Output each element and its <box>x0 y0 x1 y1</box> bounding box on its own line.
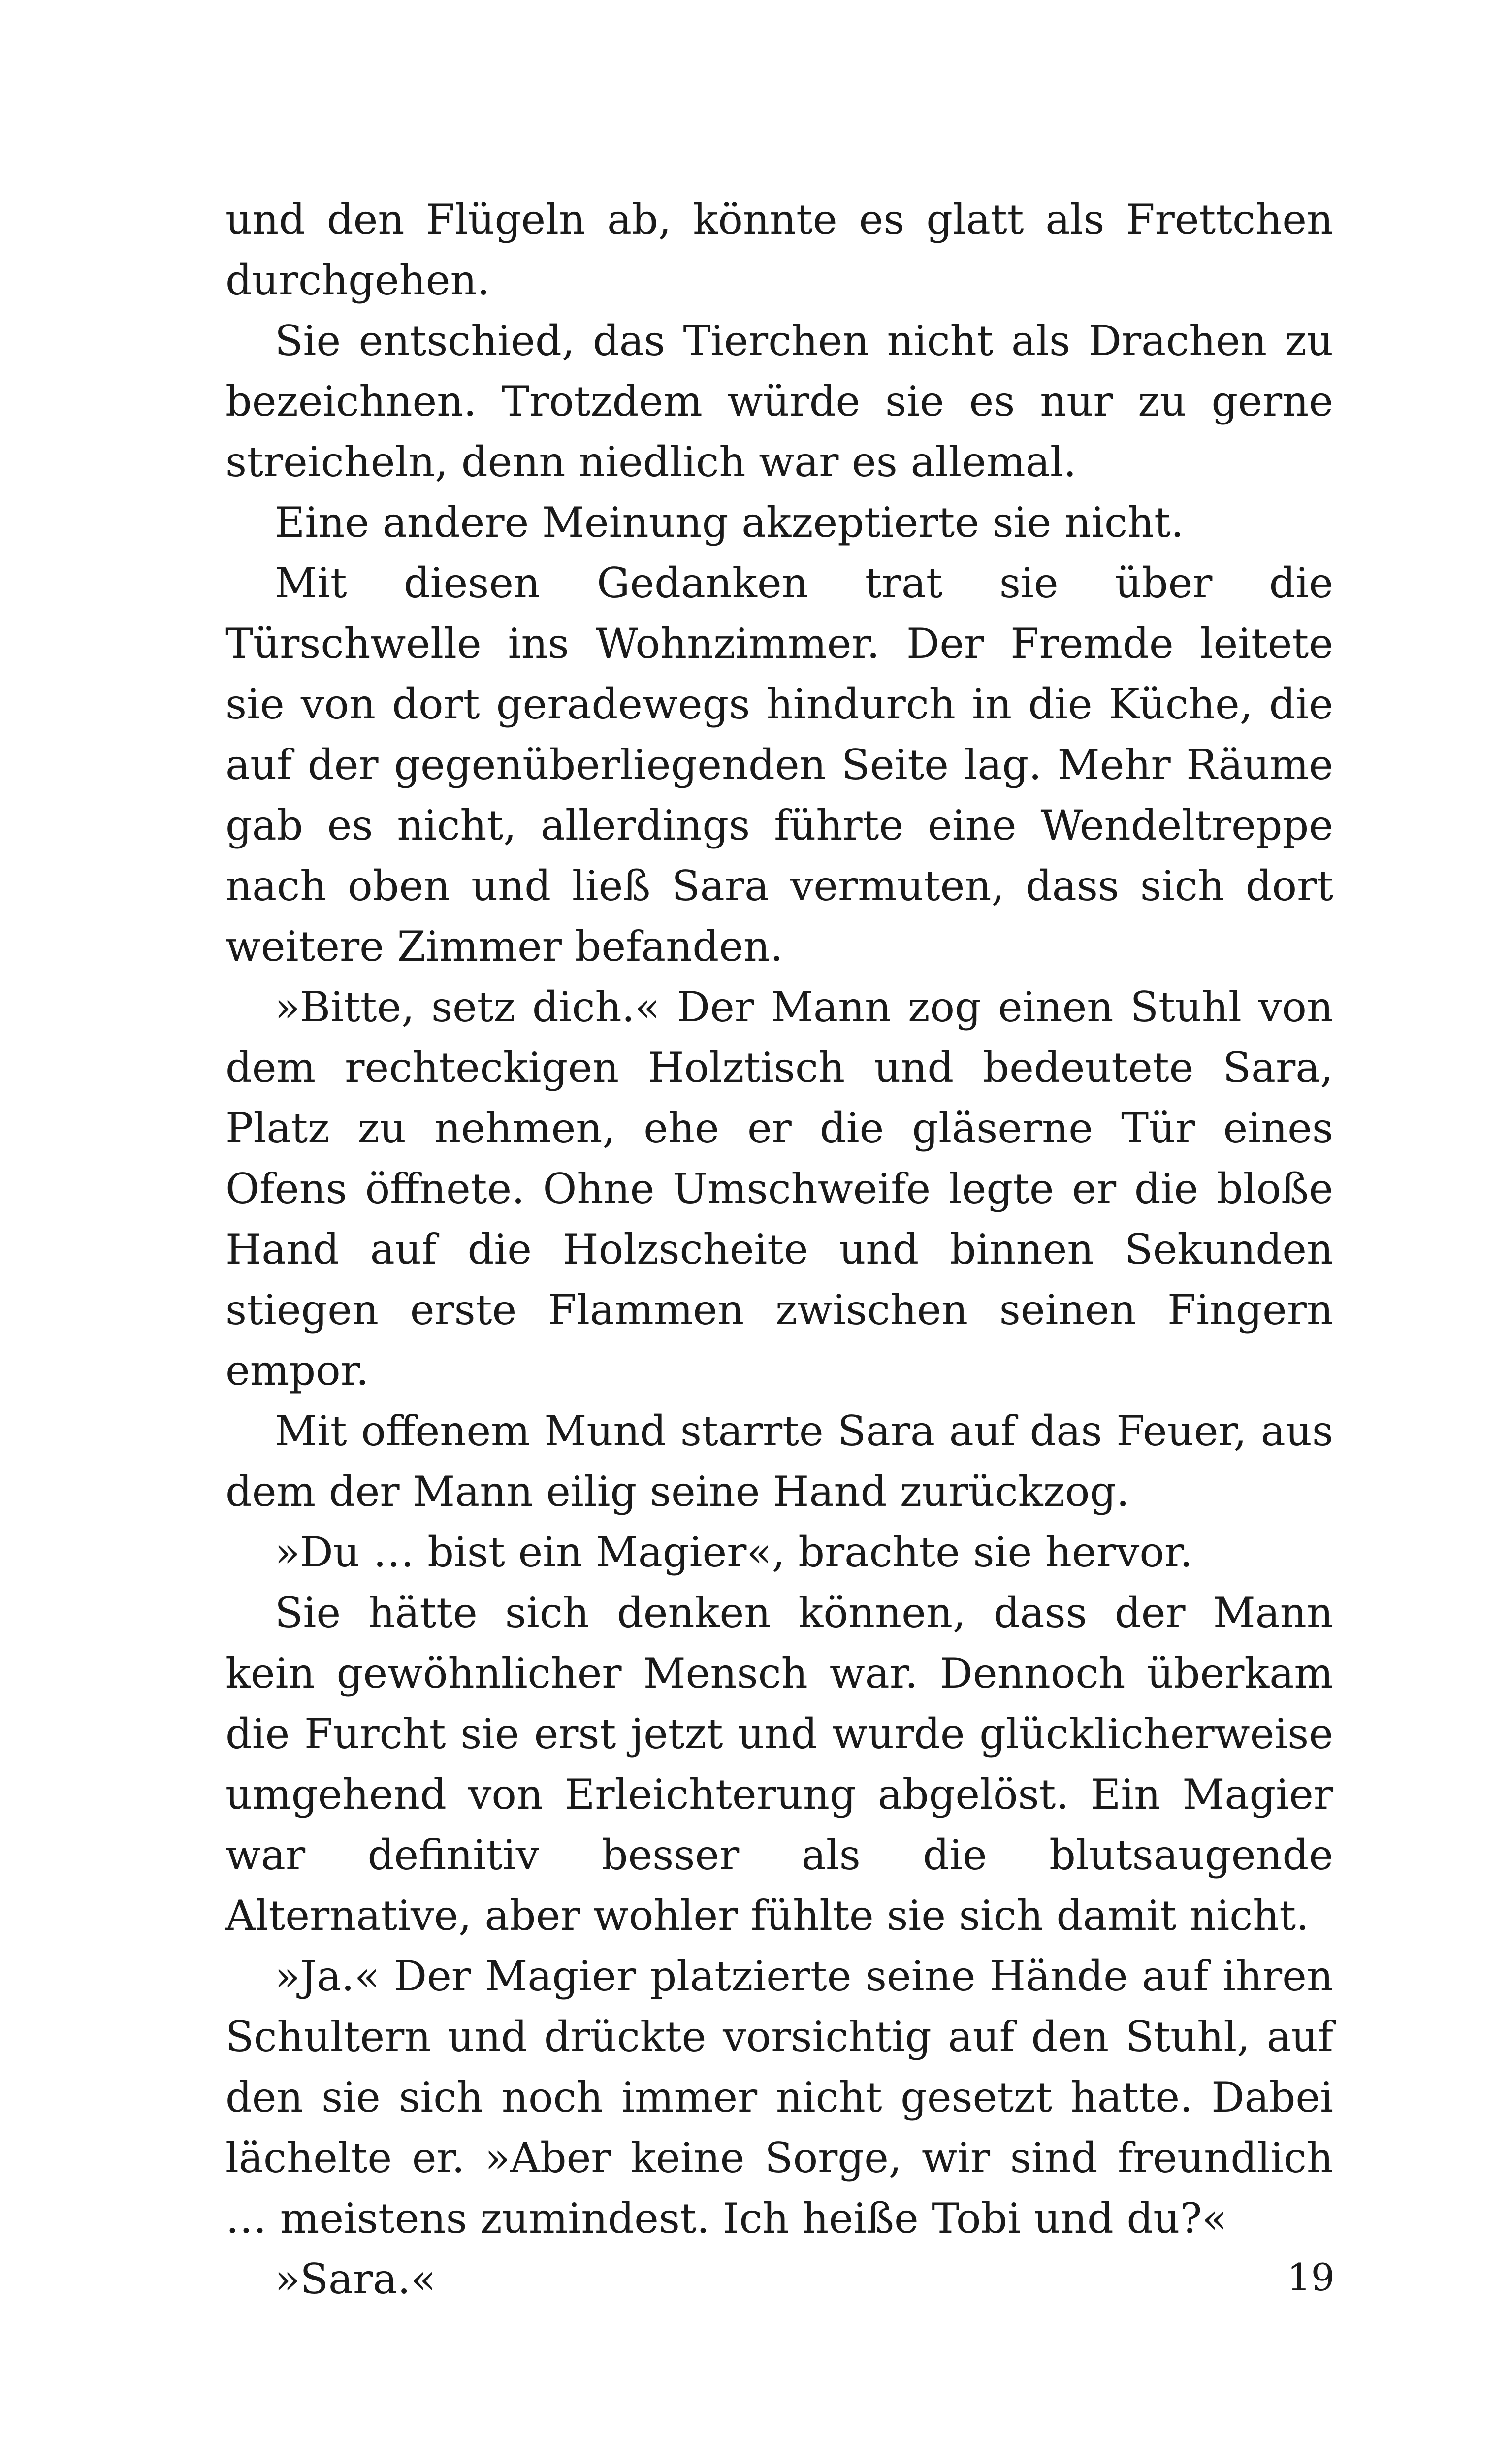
paragraph-8: Sie hätte sich denken können, dass der Mann kein gewöhnlicher Mensch war. Dennoch überkam die Furcht sie erst jetzt und wurde glücklicherweise umgehend von Erleichterung abgelöst. Ein Magier war definitiv besser als die blutsaugende Alternative, aber wohler fühlte sie sich damit nicht. <box>225 1589 1333 1940</box>
paragraph-7: »Du … bist ein Magier«, brachte sie hervor. <box>275 1528 1193 1576</box>
paragraph-5: »Bitte, setz dich.« Der Mann zog einen Stuhl von dem rechteckigen Holztisch und bedeutete Sara, Platz zu nehmen, ehe er die gläserne Tür eines Ofens öffnete. Ohne Umschweife legte er die bloße Hand auf die Holzscheite und binnen Sekunden stiegen erste Flammen zwischen seinen Fingern empor. <box>225 983 1333 1395</box>
paragraph-10: »Sara.« <box>275 2255 436 2303</box>
paragraph-3: Eine andere Meinung akzeptierte sie nicht. <box>275 498 1184 547</box>
paragraph-9: »Ja.« Der Magier platzierte seine Hände auf ihren Schultern und drückte vorsichtig auf den Stuhl, auf den sie sich noch immer nicht gesetzt hatte. Dabei lächelte er. »Aber keine Sorge, wir sind freundlich … meistens zumindest. Ich heiße Tobi und du?« <box>225 1952 1333 2243</box>
paragraph-2: Sie entschied, das Tierchen nicht als Drachen zu bezeichnen. Trotzdem würde sie es nur zu gerne streicheln, denn niedlich war es allemal. <box>225 317 1333 486</box>
paragraph-6: Mit offenem Mund starrte Sara auf das Feuer, aus dem der Mann eilig seine Hand zurückzog. <box>225 1407 1333 1516</box>
paragraph-4: Mit diesen Gedanken trat sie über die Türschwelle ins Wohnzimmer. Der Fremde leitete sie von dort geradewegs hindurch in die Küche, die auf der gegenüberliegenden Seite lag. Mehr Räume gab es nicht, allerdings führte eine Wendeltreppe nach oben und ließ Sara vermuten, dass sich dort weitere Zimmer befanden. <box>225 559 1333 971</box>
body-text <box>225 190 1333 2310</box>
paragraph-1: und den Flügeln ab, könnte es glatt als Frettchen durchgehen. <box>225 195 1333 304</box>
page-number: 19 <box>1287 2255 1335 2299</box>
